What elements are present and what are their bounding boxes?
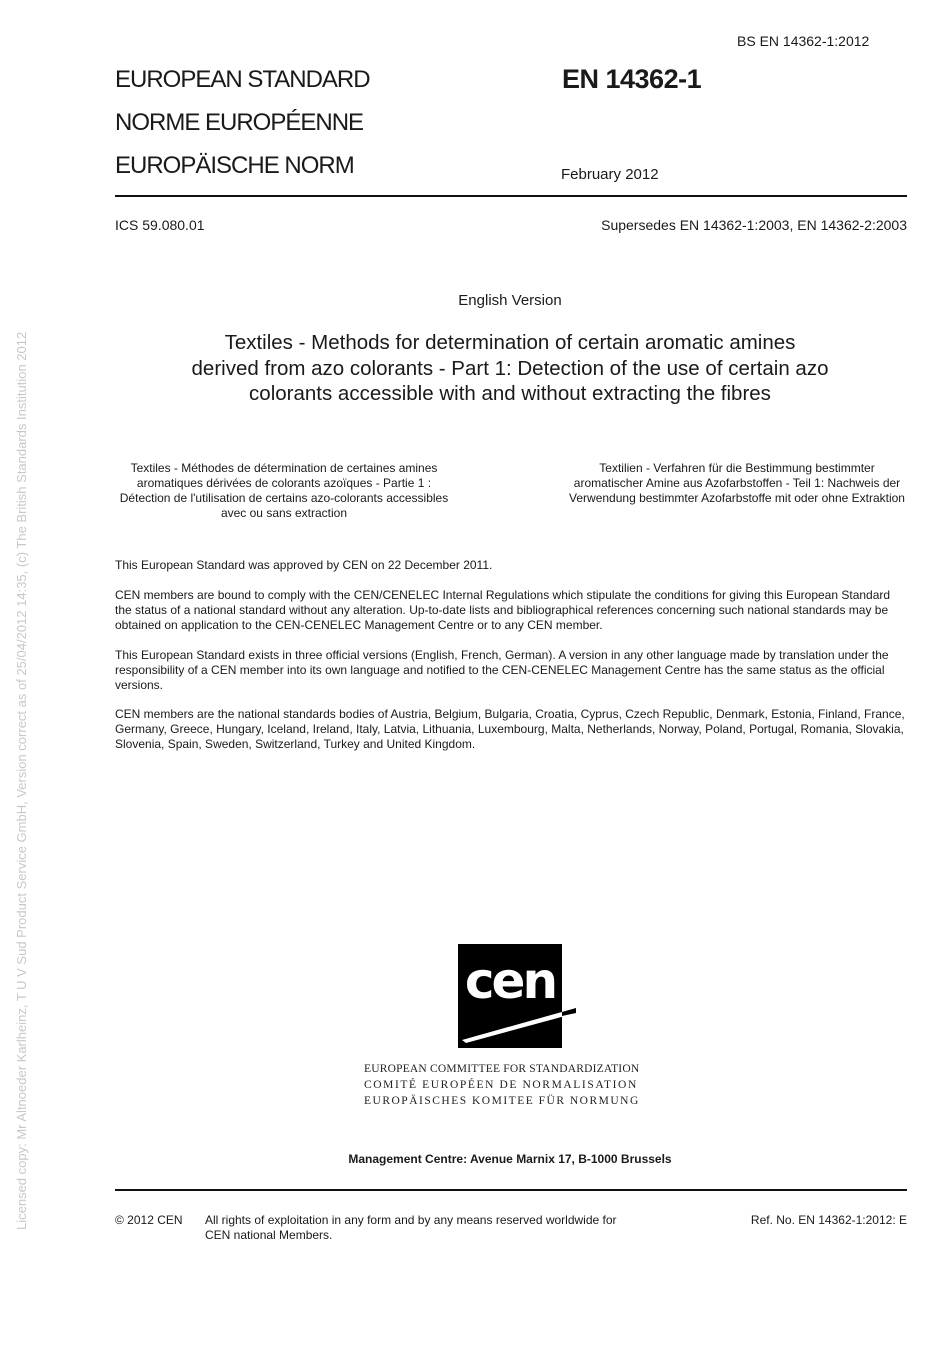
title-french: NORME EUROPÉENNE	[115, 109, 364, 136]
footer-divider	[115, 1189, 907, 1191]
ics-code: ICS 59.080.01	[115, 217, 205, 233]
version-label: English Version	[458, 292, 562, 309]
members-list-paragraph: CEN members are the national standards bodies of Austria, Belgium, Bulgaria, Croatia, Cyprus, Czech Republic, Denmark, Estonia, Finland, France, Germany, Greece, Hungary, Iceland, Ireland, Italy, Latvia, Lithuania, Luxembourg, Malta, Netherlands, Norway, Poland, Portugal, Romania, Slovakia, Slovenia, Spain, Sweden, Switzerland, Turkey and United Kingdom.	[115, 707, 905, 751]
license-watermark-text: Licensed copy: Mr Altnoeder Karlheinz, T U V Sud Product Service GmbH, Version correct as of 25/04/2012 14:35, (c) The British Standards Institution 2012	[14, 331, 29, 1230]
committee-name-english: EUROPEAN COMMITTEE FOR STANDARDIZATION	[364, 1063, 640, 1075]
reference-number: Ref. No. EN 14362-1:2012: E	[750, 1213, 907, 1227]
members-obligation-paragraph: CEN members are bound to comply with the CEN/CENELEC Internal Regulations which stipulate the conditions for giving this European Standard the status of a national standard without any alteration. Up-to-date lists and bibliographical references concerning such national standards may be obtained on application to the CEN-CENELEC Management Centre or to any CEN member.	[115, 588, 891, 632]
official-versions-paragraph: This European Standard exists in three official versions (English, French, German). A version in any other language made by translation under the responsibility of a CEN member into its own language and notified to the CEN-CENELEC Management Centre has the same status as the official versions.	[115, 648, 889, 692]
supersedes-note: Supersedes EN 14362-1:2003, EN 14362-2:2003	[601, 217, 907, 233]
committee-name-german: EUROPÄISCHES KOMITEE FÜR NORMUNG	[364, 1095, 640, 1107]
header-divider	[115, 195, 907, 197]
copyright: © 2012 CEN	[115, 1213, 183, 1227]
committee-name-french: COMITÉ EUROPÉEN DE NORMALISATION	[364, 1079, 638, 1091]
title-english: EUROPEAN STANDARD	[115, 66, 370, 93]
rights-statement: All rights of exploitation in any form and by any means reserved worldwide for CEN national Members.	[205, 1213, 617, 1242]
german-title: Textilien - Verfahren für die Bestimmung bestimmter aromatischer Amine aus Azofarbstoffen - Teil 1: Nachweis der Verwendung bestimmter Azofarbstoffe mit oder ohne Extraktion	[569, 461, 905, 505]
document-id: BS EN 14362-1:2012	[737, 33, 870, 49]
svg-text:cen: cen	[464, 952, 556, 1010]
approval-paragraph: This European Standard was approved by CEN on 22 December 2011.	[115, 558, 493, 572]
title-german: EUROPÄISCHE NORM	[115, 152, 354, 179]
main-title: Textiles - Methods for determination of certain aromatic amines derived from azo colorants - Part 1: Detection of the use of certain azo colorants accessible with and without extracting the fibres	[191, 331, 829, 405]
management-centre-address: Management Centre: Avenue Marnix 17, B-1000 Brussels	[348, 1152, 672, 1166]
french-title: Textiles - Méthodes de détermination de certaines amines aromatiques dérivées de colorants azoïques - Partie 1 : Détection de l'utilisation de certains azo-colorants accessibles avec ou sans extraction	[119, 461, 449, 520]
standard-number: EN 14362-1	[562, 64, 702, 94]
cen-logo-icon	[458, 944, 578, 1048]
publication-date: February 2012	[561, 166, 659, 183]
